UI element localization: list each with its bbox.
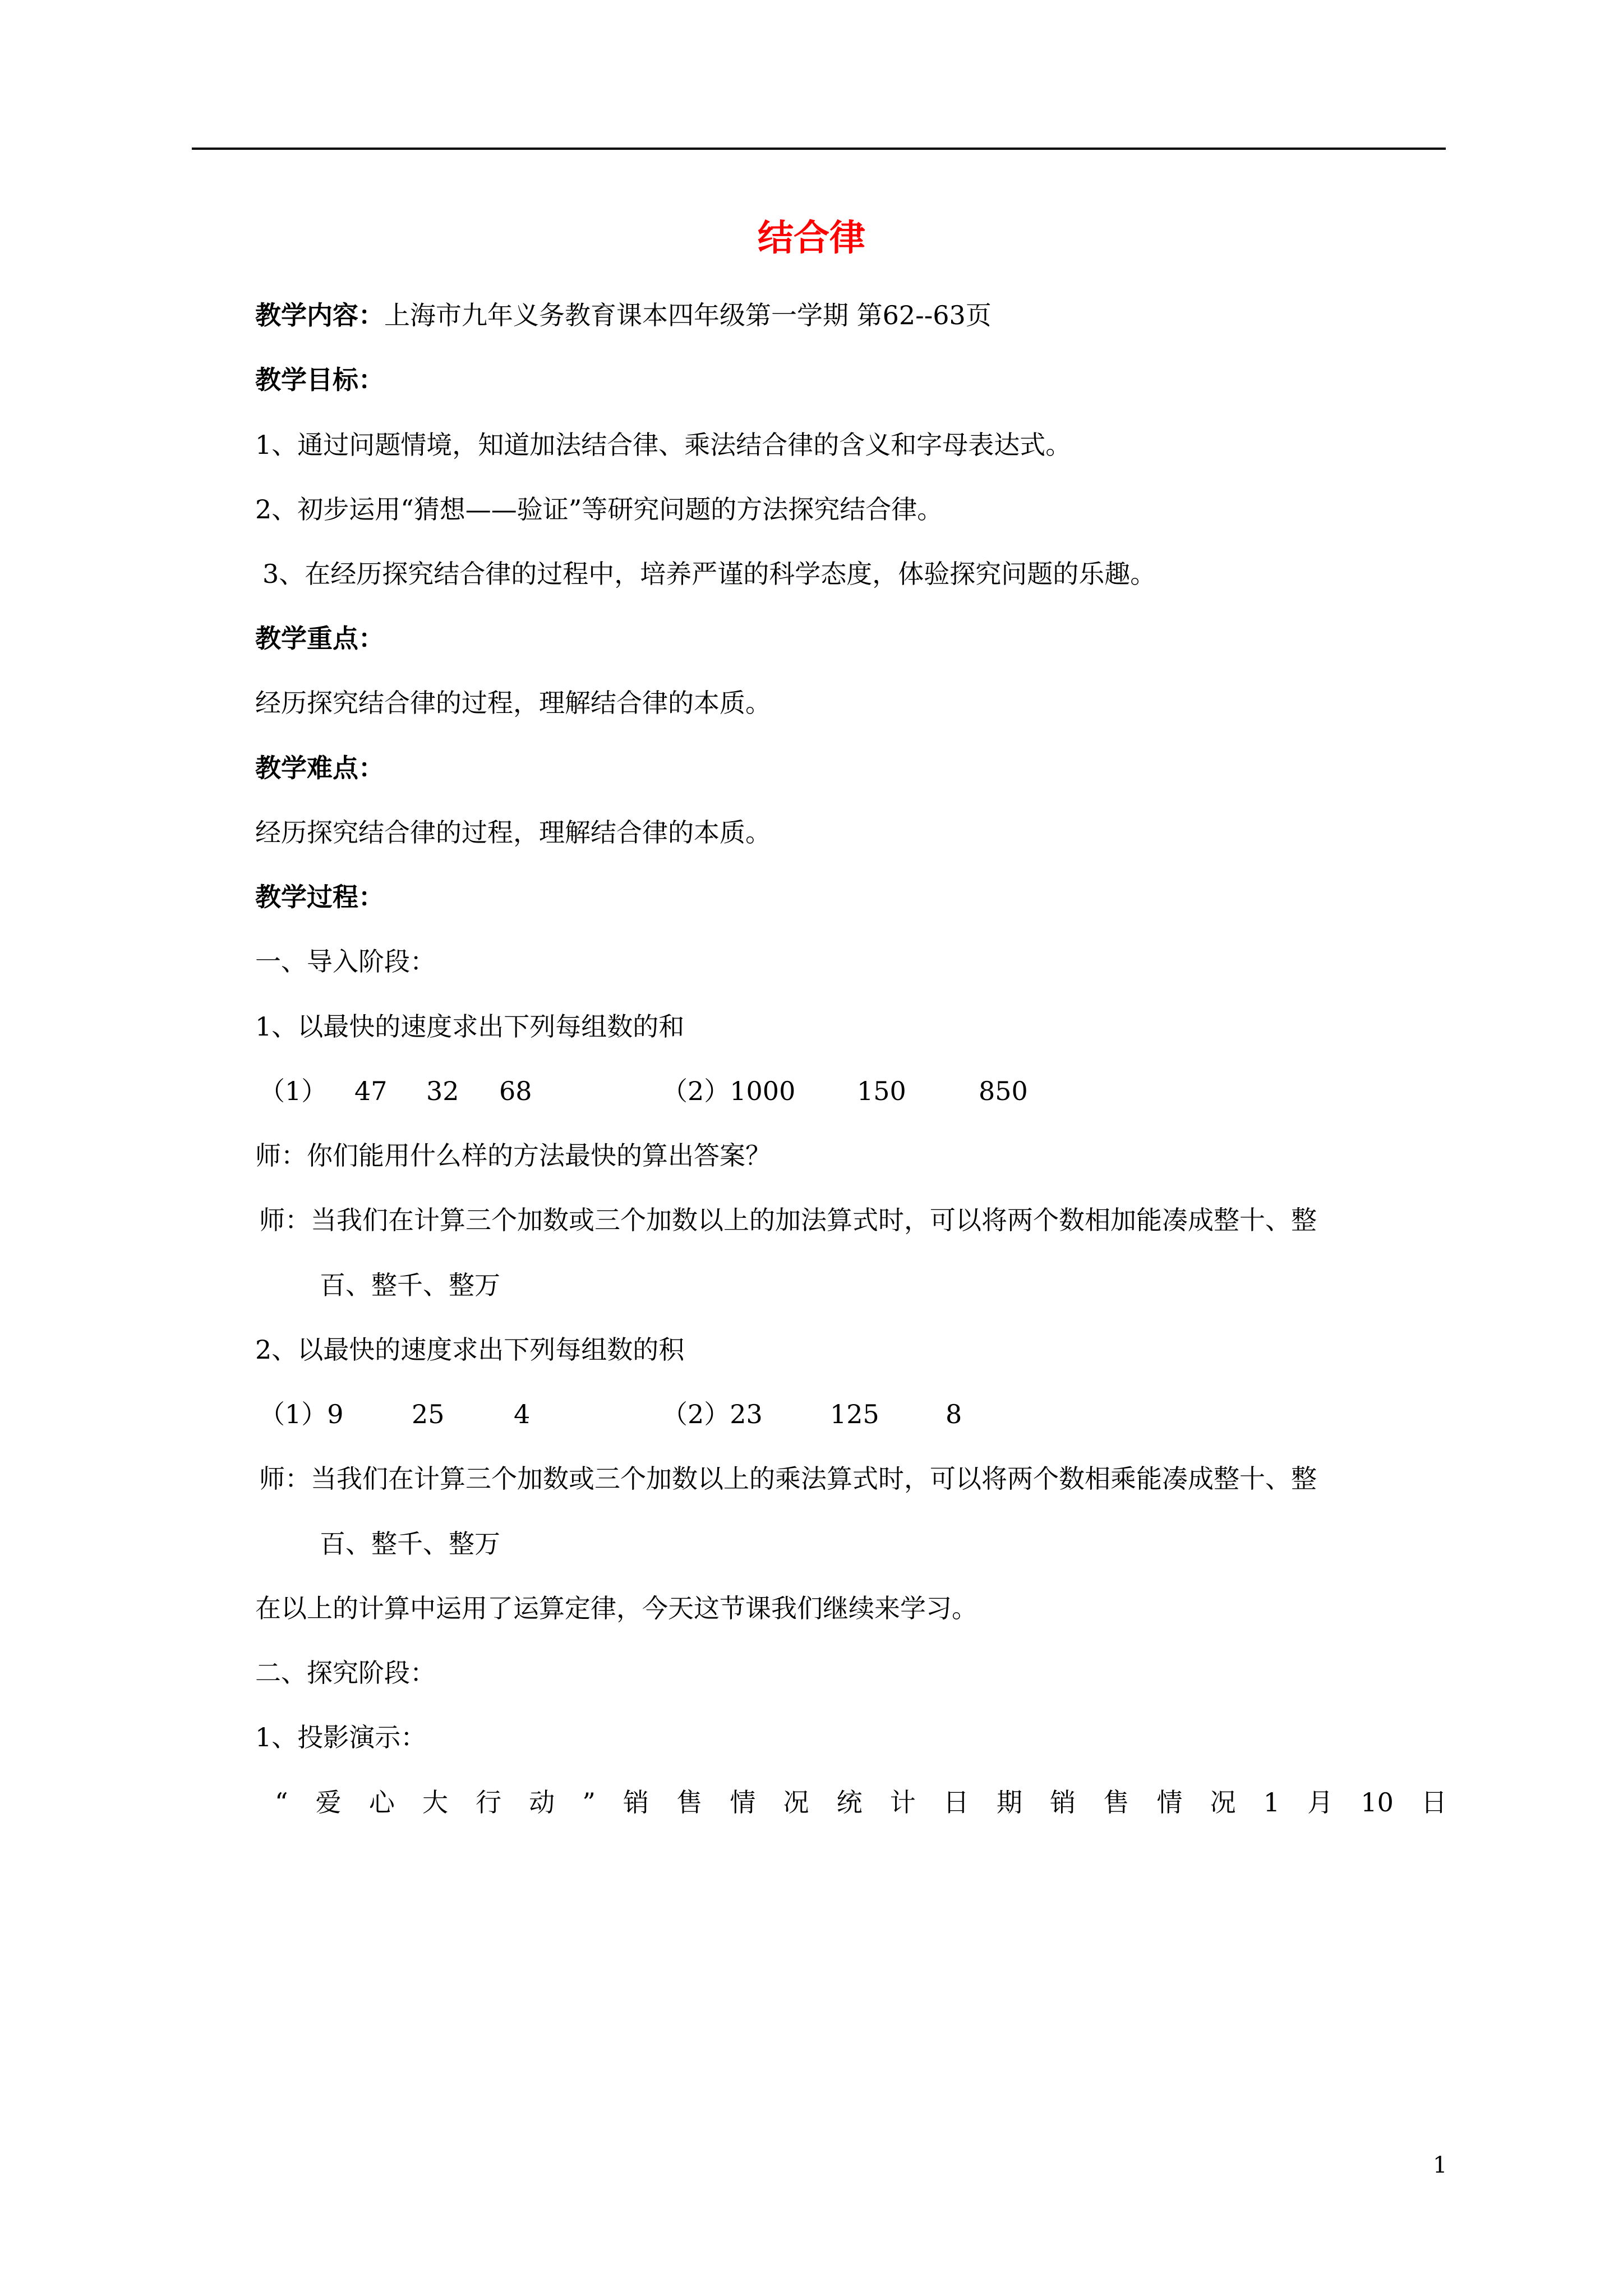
sales-char: 售 bbox=[1103, 1787, 1129, 1818]
sales-char: 情 bbox=[1156, 1787, 1183, 1818]
sales-char: 1 bbox=[1263, 1787, 1280, 1818]
stage-2-heading: 二、探究阶段： bbox=[255, 1658, 436, 1688]
task-2: 2、以最快的速度求出下列每组数的积 bbox=[255, 1335, 685, 1365]
sum-group-2-b: 150 bbox=[857, 1076, 906, 1106]
page-title: 结合律 bbox=[758, 217, 865, 259]
content-label: 教学内容： bbox=[255, 300, 384, 330]
objectives-heading: 教学目标： bbox=[255, 365, 384, 395]
product-group-1-b: 25 bbox=[412, 1399, 445, 1429]
sales-char: 销 bbox=[623, 1787, 649, 1818]
sales-char: 期 bbox=[997, 1787, 1023, 1818]
sales-char: 10 bbox=[1361, 1787, 1394, 1818]
objective-item-1: 1、通过问题情境，知道加法结合律、乘法结合律的含义和字母表达式。 bbox=[255, 430, 1072, 460]
teacher-add-line-2: 百、整千、整万 bbox=[320, 1270, 500, 1300]
sales-line bbox=[275, 1786, 1447, 1819]
sales-char: 况 bbox=[1210, 1787, 1236, 1818]
sum-group-1-b: 32 bbox=[426, 1076, 459, 1106]
sales-char: 计 bbox=[889, 1787, 916, 1818]
sales-char: ” bbox=[582, 1787, 596, 1818]
sales-char: 月 bbox=[1307, 1787, 1334, 1818]
teacher-mul-line-1: 师：当我们在计算三个加数或三个加数以上的乘法算式时，可以将两个数相乘能凑成整十、整 bbox=[259, 1464, 1317, 1494]
product-group-1-label: （1）9 bbox=[259, 1399, 344, 1429]
product-group-2-c: 8 bbox=[946, 1399, 962, 1429]
content-line bbox=[255, 298, 992, 332]
product-group-2-label: （2）23 bbox=[662, 1399, 763, 1429]
sales-char: 动 bbox=[529, 1787, 555, 1818]
sales-char: 心 bbox=[368, 1787, 395, 1818]
sum-groups-row bbox=[0, 1074, 1623, 1108]
difficulties-heading: 教学难点： bbox=[255, 753, 384, 783]
sum-group-2-label: （2）1000 bbox=[662, 1076, 796, 1106]
sales-char: 销 bbox=[1050, 1787, 1076, 1818]
stage-1-heading: 一、导入阶段： bbox=[255, 946, 436, 977]
difficulties-text: 经历探究结合律的过程，理解结合律的本质。 bbox=[255, 817, 771, 848]
projection-line: 1、投影演示： bbox=[255, 1722, 427, 1752]
objective-item-2: 2、初步运用“猜想——验证”等研究问题的方法探究结合律。 bbox=[255, 494, 943, 524]
process-heading: 教学过程： bbox=[255, 882, 384, 912]
page-number: 1 bbox=[1433, 2152, 1447, 2178]
sales-char: 统 bbox=[836, 1787, 863, 1818]
sum-group-2-c: 850 bbox=[979, 1076, 1028, 1106]
objective-item-3: 3、在经历探究结合律的过程中，培养严谨的科学态度，体验探究问题的乐趣。 bbox=[262, 559, 1156, 589]
teacher-question: 师：你们能用什么样的方法最快的算出答案？ bbox=[255, 1140, 771, 1171]
transition-text: 在以上的计算中运用了运算定律，今天这节课我们继续来学习。 bbox=[255, 1593, 978, 1623]
teacher-add-line-1: 师：当我们在计算三个加数或三个加数以上的加法算式时，可以将两个数相加能凑成整十、整 bbox=[259, 1205, 1317, 1235]
product-group-2-b: 125 bbox=[830, 1399, 879, 1429]
task-1: 1、以最快的速度求出下列每组数的和 bbox=[255, 1011, 685, 1042]
sales-char: 爱 bbox=[315, 1787, 342, 1818]
sales-char: 况 bbox=[783, 1787, 809, 1818]
sales-char: 行 bbox=[476, 1787, 502, 1818]
sum-group-1-label: （1） bbox=[259, 1076, 328, 1106]
teacher-mul-line-2: 百、整千、整万 bbox=[320, 1529, 500, 1559]
sales-char: 日 bbox=[943, 1787, 969, 1818]
content-text: 上海市九年义务教育课本四年级第一学期 第62--63页 bbox=[384, 300, 992, 330]
sales-char: 售 bbox=[676, 1787, 703, 1818]
sales-char: 大 bbox=[422, 1787, 448, 1818]
product-group-1-c: 4 bbox=[514, 1399, 531, 1429]
sales-char: 日 bbox=[1421, 1787, 1447, 1818]
sum-group-1-a: 47 bbox=[354, 1076, 388, 1106]
header-rule bbox=[192, 148, 1446, 150]
sales-char: 情 bbox=[730, 1787, 756, 1818]
key-points-text: 经历探究结合律的过程，理解结合律的本质。 bbox=[255, 688, 771, 718]
product-groups-row bbox=[0, 1397, 1623, 1431]
sum-group-1-c: 68 bbox=[499, 1076, 532, 1106]
sales-char: “ bbox=[275, 1787, 288, 1818]
key-points-heading: 教学重点： bbox=[255, 623, 384, 654]
